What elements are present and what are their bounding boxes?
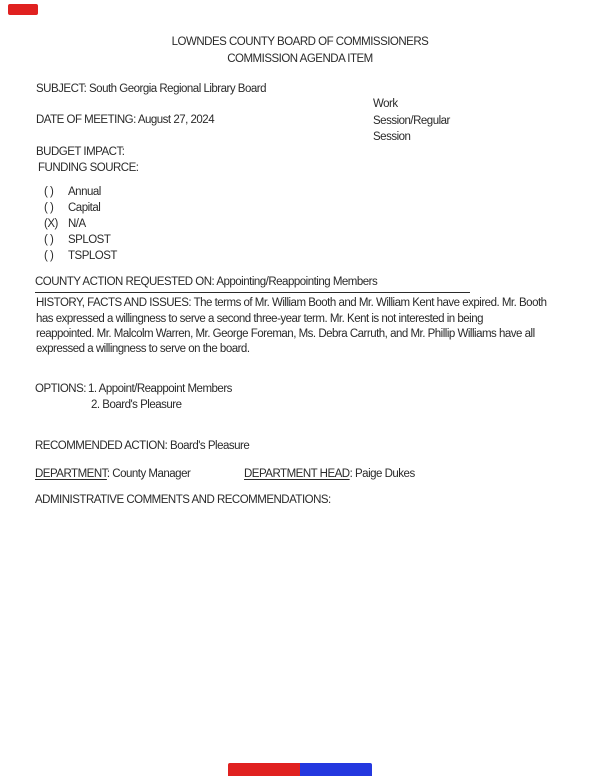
department-value: : County Manager [106,468,191,480]
funding-source-line: FUNDING SOURCE: [38,162,139,174]
options-item-1: 1. Appoint/Reappoint Members [88,383,232,395]
date-of-meeting-line: DATE OF MEETING: August 27, 2024 [36,114,215,126]
checkbox-annual-label: Annual [68,186,101,198]
history-line-1: HISTORY, FACTS AND ISSUES: The terms of Mr. William Booth and Mr. William Kent have expired. Mr. Booth [36,297,547,309]
annotation-mark-bottom-blue [300,763,372,776]
checkbox-na-checked: (X) [44,218,58,230]
checkbox-splost-label: SPLOST [68,234,111,246]
session-type-line1: Work [373,98,398,110]
options-item-2: 2. Board's Pleasure [91,399,182,411]
subject-line: SUBJECT: South Georgia Regional Library Board [36,83,266,95]
document-title-line2: COMMISSION AGENDA ITEM [227,53,373,65]
department-field [35,467,190,481]
history-line-2: has expressed a willingness to serve a second three-year term. Mr. Kent is not interested in being [36,313,484,325]
department-head-label: DEPARTMENT HEAD [244,468,350,480]
admin-comments-line: ADMINISTRATIVE COMMENTS AND RECOMMENDATIONS: [35,494,331,506]
session-type-line3: Session [373,131,411,143]
department-label: DEPARTMENT [35,468,107,480]
department-head-field [244,467,415,481]
annotation-mark-bottom-red [228,763,300,776]
checkbox-splost: ( ) [44,234,54,246]
document-title-line1: LOWNDES COUNTY BOARD OF COMMISSIONERS [171,36,429,48]
checkbox-capital-label: Capital [68,202,101,214]
annotation-mark-top-left [8,4,38,15]
county-action-line: COUNTY ACTION REQUESTED ON: Appointing/Reappointing Members [35,275,470,293]
history-line-3: reappointed. Mr. Malcolm Warren, Mr. George Foreman, Ms. Debra Carruth, and Mr. Phillip Williams have all [36,328,535,340]
checkbox-capital: ( ) [44,202,54,214]
recommended-action-line: RECOMMENDED ACTION: Board's Pleasure [35,440,250,452]
department-head-value: : Paige Dukes [349,468,415,480]
options-label: OPTIONS: [35,383,86,395]
checkbox-tsplost: ( ) [44,250,54,262]
history-line-4: expressed a willingness to serve on the board. [36,343,250,355]
checkbox-tsplost-label: TSPLOST [68,250,117,262]
session-type-line2: Session/Regular [373,115,450,127]
budget-impact-line: BUDGET IMPACT: [36,146,125,158]
checkbox-na-label: N/A [68,218,86,230]
checkbox-annual: ( ) [44,186,54,198]
